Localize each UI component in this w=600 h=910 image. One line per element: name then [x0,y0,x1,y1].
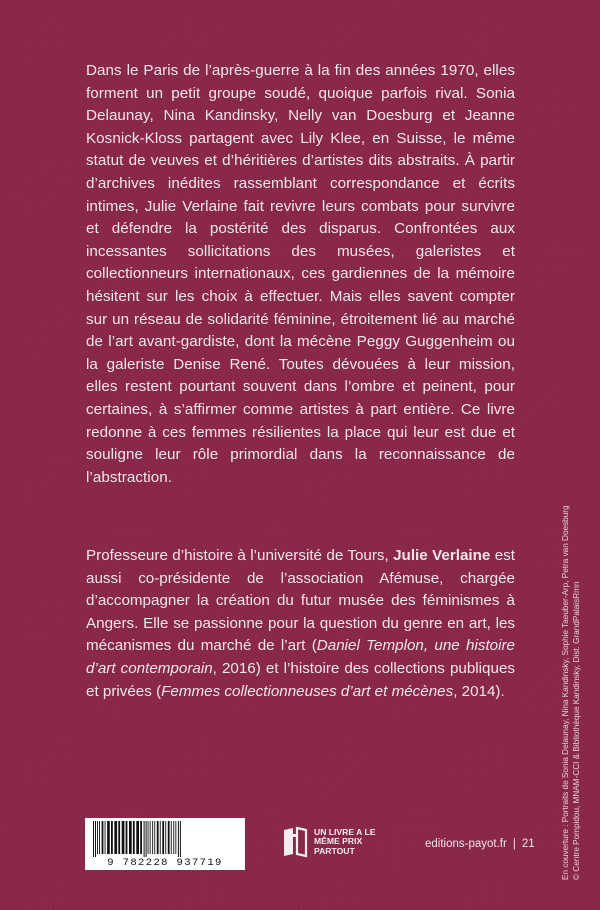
barcode-bar [146,821,147,857]
bio-part3: , 2014). [453,682,505,700]
author-name: Julie Verlaine [393,547,491,564]
isbn-barcode [85,818,245,870]
barcode-bar [111,821,113,854]
book-price-icon [282,826,308,858]
author-bio [86,545,515,703]
barcode-bar [180,821,181,857]
barcode-bar [144,821,145,857]
footer-publisher [425,838,535,850]
barcode-bar [175,821,176,854]
barcode-bar [173,821,174,854]
barcode-bar [160,821,161,854]
barcode-bar [126,821,128,854]
barcode-bar [168,821,170,854]
barcode-bar [171,821,172,854]
barcode-bar [105,821,106,854]
barcode-bar [114,821,117,854]
barcode-bar [140,821,142,854]
barcode-bar [97,821,98,854]
barcode-bar [102,821,104,854]
cover-credits [560,470,582,880]
bio-part2: , 2016) et l’histoire des collections publiques et privées ( [86,659,515,700]
barcode-bar [165,821,166,854]
barcode-bar [148,821,149,854]
blurb-text: Dans le Paris de l’après-guerre à la fin des années 1970, elles forment un petit groupe soudé, quoique parfois rival. Sonia Delaunay, Nina Kandinsky, Nelly van Doesburg et Jeanne Kosnick-Kloss partagent avec Lily Klee, en Suisse, le même statut de veuves et d’héritières d’artistes dits abstraits. À partir d’archives inédites rassemblant correspondance et écrits intimes, Julie Verlaine fait revivre leurs combats pour survivre et défendre la postérité des disparus. Confrontées aux incessantes sollicitations des musées, galeristes et collectionneurs internationaux, ces gardiennes de la mémoire hésitent sur les choix à effectuer. Mais elles savent compter sur un réseau de solidarité féminine, étroitement lié au marché de l’art avant-gardiste, dont la mécène Peggy Guggenheim ou la galeriste Denise René. Toutes dévouées à leur mission, elles restent pourtant souvent dans l’ombre et peinent, pour certaines, à s’affirmer comme artistes à part entière. Ce livre redonne à ces femmes résilientes la place qui leur est due et souligne leur rôle primordial dans la reconnaissance de l’abstraction. [86,62,515,486]
barcode-bar [129,821,132,854]
barcode-bar [122,821,125,854]
barcode-bar [93,821,94,857]
publisher-website: editions-payot.fr [425,838,507,850]
barcode-bar [178,821,179,857]
book-title-templon: Daniel Templon, une histoire d’art contemporain [86,637,515,677]
barcode-bars [91,821,239,857]
barcode-bar [136,821,139,854]
barcode-bar [150,821,151,854]
barcode-bar [133,821,135,854]
bio-intro: Professeure d’histoire à l’université de Tours, [86,547,394,564]
barcode-bar [118,821,120,854]
barcode-digits: 9 782228 937719 [107,857,223,869]
barcode-bar [107,821,110,854]
barcode-bar [152,821,153,854]
barcode-bar [154,821,155,854]
prix-unique-logo [282,826,378,858]
footer-separator: | [512,838,516,850]
price-code: 21 [521,838,535,850]
barcode-bar [157,821,159,854]
barcode-bar [95,821,96,857]
credits-line-2: © Centre Pompidou, MNAM-CCI & Bibliothèque Kandinsky, Dist. GrandPalaisRmn [572,581,581,880]
barcode-bar [162,821,164,854]
credits-line-1: En couverture : Portraits de Sonia Delaunay, Nina Kandinsky, Sophie Taeuber-Arp, Petra van Doesburg [561,505,570,880]
bio-part1: est aussi co-présidente de l’association Afémuse, chargée d’accompagner la création du futur musée des féminismes à Angers. Elle se passionne pour la question du genre en art, les mécanismes du marché de l’art ( [86,547,515,655]
book-title-collectionneuses: Femmes collectionneuses d’art et mécènes [161,682,454,700]
logo-label: UN LIVRE A LE MÊME PRIX PARTOUT [314,826,376,856]
barcode-bar [99,821,100,854]
